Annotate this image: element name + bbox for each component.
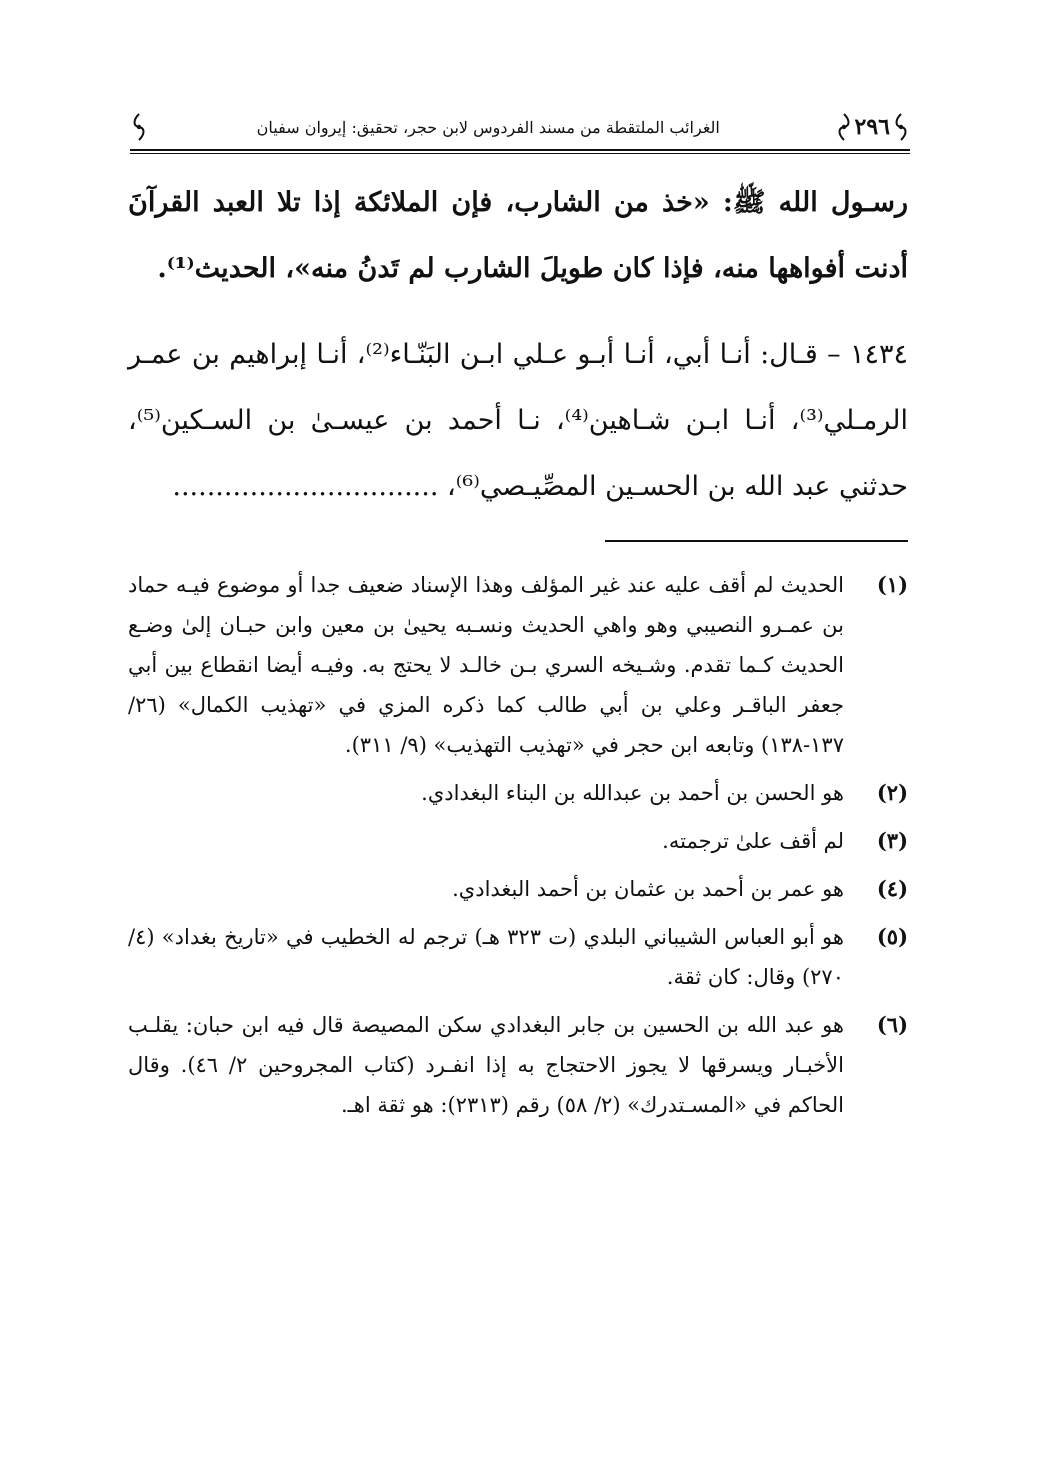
footnote-number: (٢) [876, 780, 908, 805]
running-title: الغرائب الملتقطة من مسند الفردوس لابن حجر، تحقيق: إيروان سفيان [256, 117, 720, 137]
page-number: ٢٩٦ [854, 114, 890, 140]
running-header [130, 103, 910, 151]
footnote-6 [128, 1005, 908, 1125]
footnote-number: (٣) [876, 828, 908, 853]
footnote-text: لم أقف علىٰ ترجمته. [662, 829, 844, 853]
footnote-2 [128, 773, 908, 813]
ornament-right-icon [892, 112, 910, 142]
footnote-number: (١) [876, 572, 908, 597]
page-number-block [835, 112, 910, 142]
footnote-1 [128, 565, 908, 765]
ornament-mid-icon [835, 112, 853, 142]
footnote-4 [128, 869, 908, 909]
main-text [128, 170, 908, 520]
footnote-5 [128, 917, 908, 997]
ornament-left-icon [130, 112, 148, 142]
footnote-text: الحديث لم أقف عليه عند غير المؤلف وهذا الإسناد ضعيف جدا أو موضوع فيـه حماد بن عمـرو النصيبي وهو واهي الحديث ونسـبه يحيىٰ بن معين وابن حبـان إلىٰ وضـع الحديث كـما تقدم. وشـيخه السري بـن خالـد لا يحتج به. وفيـه أيضا انقطاع بين أبي جعفر الباقـر وعلي بن أبي طالب كما ذكره المزي في «تهذيب الكمال» (٢٦/ ١٣٧-١٣٨) وتابعه ابن حجر في «تهذيب التهذيب» (٩/ ٣١١). [128, 573, 844, 757]
isnad-paragraph: ١٤٣٤ – قـال: أنـا أبي، أنـا أبـو عـلي ابـن البَنّـاء⁽²⁾، أنـا إبراهيم بن عمـر الرمـلي⁽³⁾، أنـا ابـن شـاهين⁽⁴⁾، نـا أحمد بن عيسـىٰ بن السـكين⁽⁵⁾، حدثني عبد الله بن الحسـين المصِّيـصي⁽⁶⁾، ............................... [128, 339, 908, 502]
footnote-text: هو أبو العباس الشيباني البلدي (ت ٣٢٣ هـ) ترجم له الخطيب في «تاريخ بغداد» (٤/ ٢٧٠) وقال: كان ثقة. [128, 925, 844, 989]
footnotes [128, 565, 908, 1133]
paragraph-gap [128, 302, 908, 322]
footnote-3 [128, 821, 908, 861]
header-rule [130, 149, 910, 154]
footnote-number: (٤) [876, 876, 908, 901]
footnote-text: هو الحسن بن أحمد بن عبدالله بن البناء البغدادي. [421, 781, 844, 805]
footnote-number: (٦) [876, 1012, 908, 1037]
footnote-text: هو عبد الله بن الحسين بن جابر البغدادي سكن المصيصة قال فيه ابن حبان: يقلـب الأخبـار ويسرقها لا يجوز الاحتجاج به إذا انفـرد (كتاب المجروحين ٢/ ٤٦). وقال الحاكم في «المسـتدرك» (٢/ ٥٨) رقم (٢٣١٣): هو ثقة اهـ. [128, 1013, 844, 1117]
footnote-text: هو عمر بن أحمد بن عثمان بن أحمد البغدادي. [452, 877, 844, 901]
hadith-paragraph: رسـول الله ﷺ: «خذ من الشارب، فإن الملائكة إذا تلا العبد القرآنَ أدنت أفواهها منه، فإذا كان طويلَ الشارب لم تَدنُ منه»، الحديث⁽¹⁾. [128, 187, 908, 284]
footnote-number: (٥) [876, 924, 908, 949]
footnote-rule [605, 540, 908, 542]
